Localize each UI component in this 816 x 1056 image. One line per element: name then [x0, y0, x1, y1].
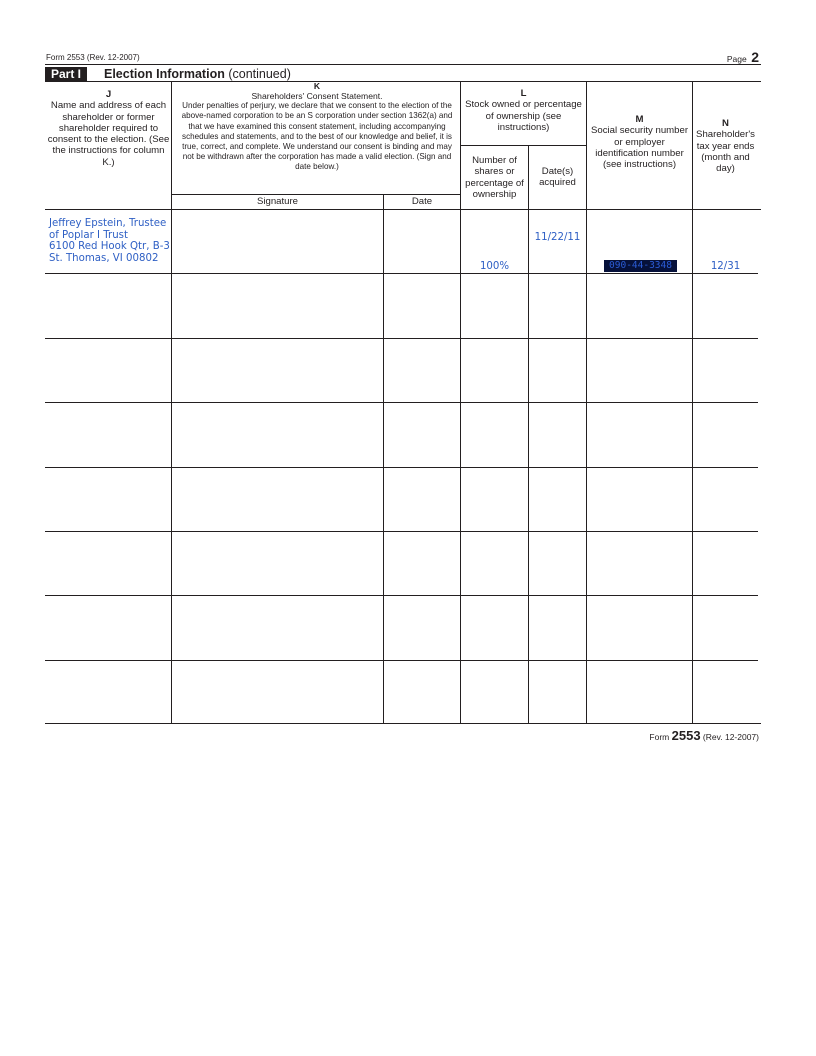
signature-date-divider-header	[383, 194, 384, 209]
column-divider-l-m	[586, 82, 587, 724]
signature-date-rule	[172, 194, 461, 195]
page-label: Page	[726, 54, 747, 64]
column-j-text: Name and address of each shareholder or former shareholder required to consent to the election. (See the instructions for column K.)	[47, 100, 170, 168]
consent-statement-title: Shareholders' Consent Statement.	[251, 91, 383, 101]
signature-header: Signature	[256, 196, 299, 207]
row-separator	[45, 338, 758, 339]
ssn-field[interactable]: 090-44-3348	[604, 260, 677, 272]
consent-statement	[176, 91, 458, 173]
column-divider-k-l	[460, 82, 461, 724]
tax-year-end-field[interactable]: 12/31	[710, 261, 741, 272]
footer-form-number: 2553	[671, 728, 701, 743]
column-n-text: Shareholder's tax year ends (month and day)	[696, 129, 755, 175]
consent-statement-text: Under penalties of perjury, we declare that we consent to the election of the above-named corporation to be an S corporation under section 1362(a) and that we have examined this consent statement, including accompanying schedules and statements, and to the best of our knowledge and belief, it is true, correct, and complete. We understand our consent is binding and may not be withdrawn after the corporation has made a valid election. (Sign and date below.)	[181, 101, 453, 172]
date-field[interactable]	[384, 243, 460, 271]
stock-subheader-rule	[461, 145, 586, 146]
shareholder-name-address[interactable]	[49, 218, 170, 264]
column-l-text: Stock owned or percentage of ownership (see instructions)	[465, 99, 582, 133]
part-label: Part I	[45, 67, 87, 81]
row-separator	[45, 467, 758, 468]
shares-field[interactable]: 100%	[479, 261, 510, 272]
column-j-header	[46, 89, 171, 168]
column-m-text: Social security number or employer identification number (see instructions)	[590, 125, 689, 171]
part-title-main: Election Information	[104, 67, 225, 81]
date-acquired-field[interactable]: 11/22/11	[534, 232, 581, 243]
shares-header: Number of shares or percentage of ownership	[465, 155, 524, 200]
signature-field[interactable]	[172, 243, 383, 271]
shareholder-name-line: of Poplar I Trust	[49, 229, 128, 241]
form-footer	[649, 728, 759, 743]
acquired-header: Date(s) acquired	[539, 166, 576, 189]
page-number: 2	[751, 49, 759, 65]
column-n-header	[693, 118, 758, 174]
footer-revision: (Rev. 12-2007)	[702, 732, 759, 742]
row-separator	[45, 402, 758, 403]
table-bottom-rule	[45, 723, 761, 724]
column-l-header	[461, 88, 586, 133]
column-m-header	[587, 114, 692, 170]
column-l-letter: L	[520, 88, 527, 99]
column-divider-j-k	[171, 82, 172, 724]
header-bottom-rule	[45, 209, 761, 210]
header-rule	[45, 64, 761, 65]
column-n-letter: N	[722, 118, 729, 129]
column-divider-m-n	[692, 82, 693, 724]
stock-subheader-divider	[528, 145, 529, 209]
shareholder-address-line: St. Thomas, VI 00802	[49, 252, 159, 264]
row-separator	[45, 273, 758, 274]
column-k-header	[176, 81, 458, 173]
part-title	[104, 67, 291, 81]
column-j-letter: J	[105, 89, 112, 100]
footer-form-prefix: Form	[649, 732, 670, 742]
row-separator	[45, 531, 758, 532]
shareholder-address-line: 6100 Red Hook Qtr, B-3	[49, 241, 170, 253]
column-k-letter: K	[313, 81, 321, 91]
date-header: Date	[411, 196, 433, 207]
form-reference: Form 2553 (Rev. 12-2007)	[46, 53, 140, 62]
shareholder-name-line: Jeffrey Epstein, Trustee	[49, 218, 167, 229]
row-separator	[45, 660, 758, 661]
row-separator	[45, 595, 758, 596]
part-title-suffix: (continued)	[228, 67, 291, 81]
column-m-letter: M	[635, 114, 644, 125]
